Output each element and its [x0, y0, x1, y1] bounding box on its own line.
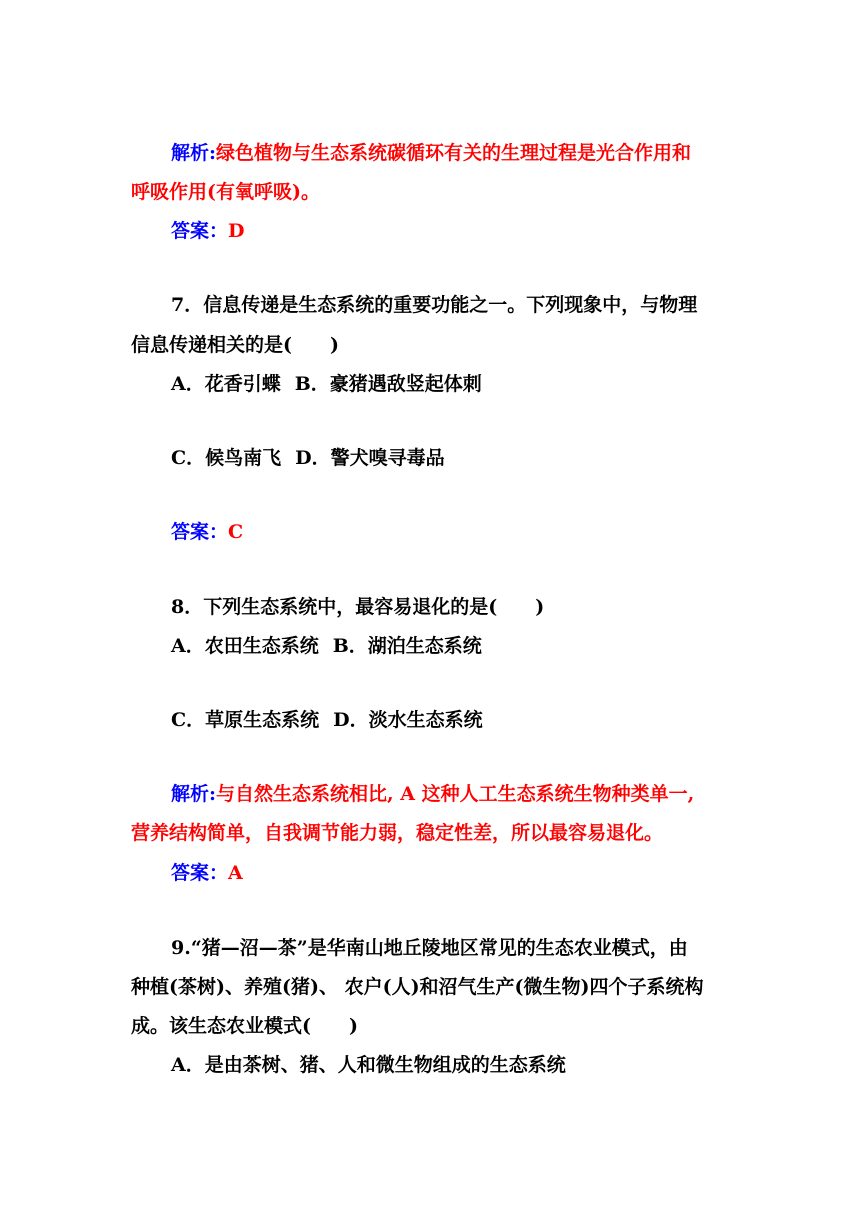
- option-d: D．警犬嗅寻毒品: [295, 447, 445, 469]
- option-c: C．候鸟南飞: [171, 447, 282, 469]
- answer-label: 答案：: [171, 521, 229, 543]
- q6-analysis-line1: [171, 141, 691, 165]
- analysis-label: 解析:: [171, 783, 217, 805]
- answer-value: C: [228, 521, 244, 543]
- q7-stem-line1: 7．信息传递是生态系统的重要功能之一。下列现象中，与物理: [171, 294, 698, 316]
- option-b: B．豪猪遇敌竖起体刺: [294, 373, 482, 395]
- answer-value: D: [228, 220, 245, 242]
- answer-label: 答案：: [171, 862, 229, 884]
- q8-options-cd: [171, 708, 483, 732]
- answer-value: A: [228, 862, 243, 884]
- q8-answer: [171, 861, 243, 885]
- q7-options-ab: [171, 372, 482, 396]
- answer-label: 答案：: [171, 220, 229, 242]
- analysis-text: 绿色植物与生态系统碳循环有关的生理过程是光合作用和: [216, 142, 692, 164]
- q9-stem-line1: 9.“猪—沼—茶”是华南山地丘陵地区常见的生态农业模式，由: [171, 937, 688, 959]
- q6-answer: [171, 219, 245, 243]
- option-a: A．花香引蝶: [171, 373, 281, 395]
- option-b: B．湖泊生态系统: [332, 635, 482, 657]
- q6-analysis-line2: 呼吸作用(有氧呼吸)。: [131, 181, 320, 203]
- q8-options-ab: [171, 634, 482, 658]
- q9-stem-line2: 种植(茶树)、养殖(猪)、 农户(人)和沼气生产(微生物)四个子系统构: [131, 976, 704, 998]
- q7-answer: [171, 520, 243, 544]
- q9-stem-line3: 成。该生态农业模式( ): [131, 1015, 358, 1037]
- q7-stem-line2: 信息传递相关的是( ): [131, 334, 339, 356]
- analysis-text: 与自然生态系统相比, A 这种人工生态系统生物种类单一,: [216, 783, 695, 805]
- q8-stem-line1: 8．下列生态系统中，最容易退化的是( ): [171, 596, 545, 618]
- option-a: A．农田生态系统: [171, 635, 319, 657]
- option-c: C．草原生态系统: [171, 709, 320, 731]
- option-d: D．淡水生态系统: [333, 709, 483, 731]
- q8-analysis-line1: [171, 782, 694, 806]
- analysis-label: 解析:: [171, 142, 217, 164]
- q9-option-a: A．是由茶树、猪、人和微生物组成的生态系统: [171, 1054, 566, 1076]
- q7-options-cd: [171, 446, 445, 470]
- q8-analysis-line2: 营养结构简单，自我调节能力弱，稳定性差，所以最容易退化。: [131, 822, 664, 844]
